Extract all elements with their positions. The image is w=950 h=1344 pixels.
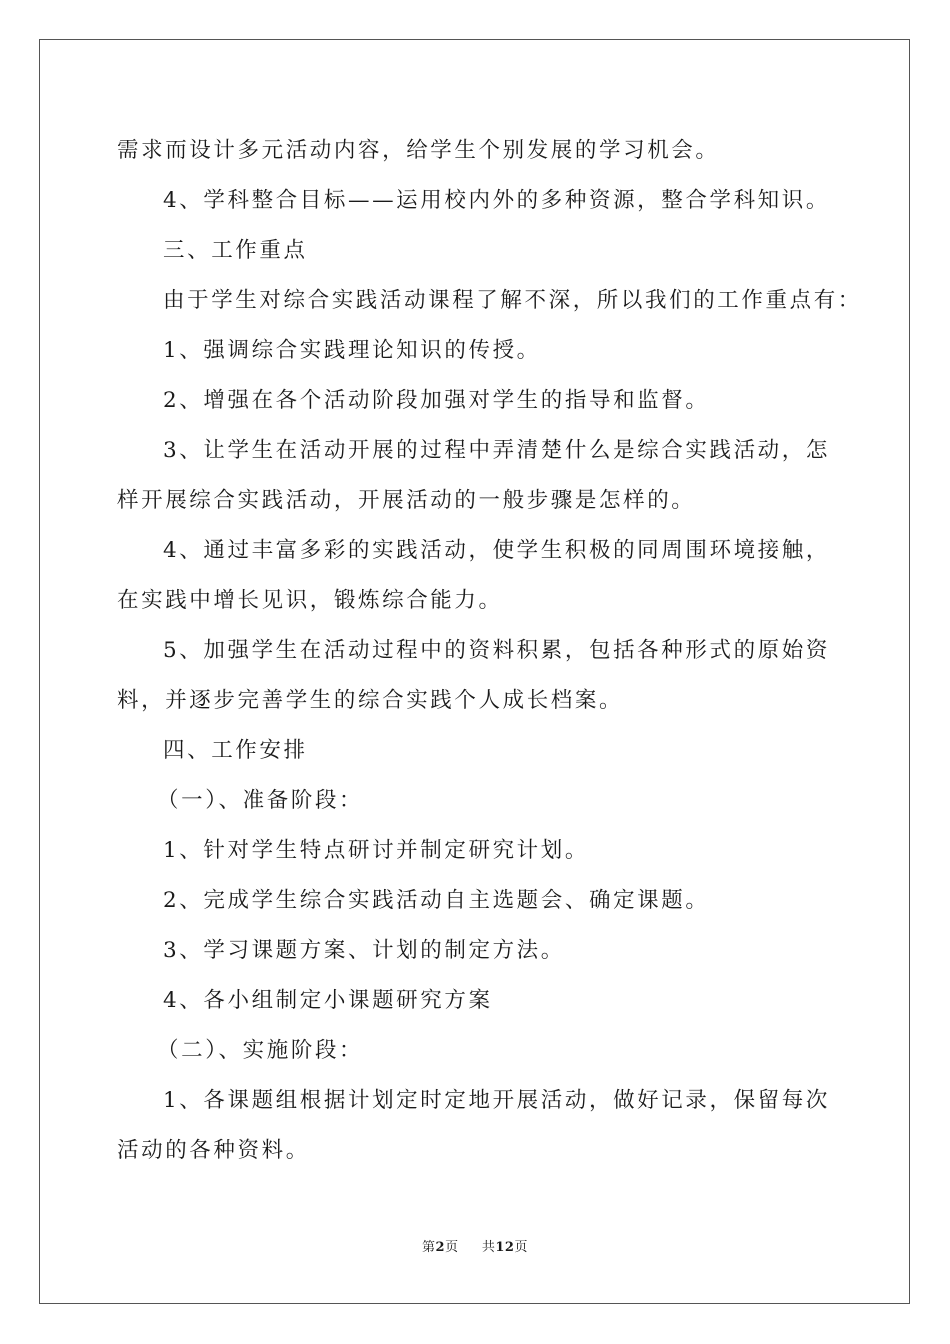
page-number: 2 <box>435 1240 446 1255</box>
page-footer <box>0 1238 950 1258</box>
list-item: 2、增强在各个活动阶段加强对学生的指导和监督。 <box>163 388 710 413</box>
page-label <box>422 1238 459 1258</box>
section-heading: 四、工作安排 <box>163 738 308 763</box>
subsection-heading: （一）、准备阶段： <box>157 788 364 813</box>
list-item: 5、加强学生在活动过程中的资料积累，包括各种形式的原始资 <box>163 638 830 663</box>
text-line: 样开展综合实践活动，开展活动的一般步骤是怎样的。 <box>117 488 696 513</box>
total-suffix: 页 <box>514 1240 528 1255</box>
list-item: 1、强调综合实践理论知识的传授。 <box>163 338 541 363</box>
list-item: 1、针对学生特点研讨并制定研究计划。 <box>163 838 589 863</box>
total-pages-label <box>482 1238 528 1258</box>
section-heading: 三、工作重点 <box>163 238 308 263</box>
text-line: 4、学科整合目标——运用校内外的多种资源，整合学科知识。 <box>163 188 830 213</box>
list-item: 3、学习课题方案、计划的制定方法。 <box>163 938 565 963</box>
text-line: 活动的各种资料。 <box>117 1138 310 1163</box>
page-suffix: 页 <box>445 1240 459 1255</box>
list-item: 2、完成学生综合实践活动自主选题会、确定课题。 <box>163 888 710 913</box>
list-item: 4、各小组制定小课题研究方案 <box>163 988 493 1013</box>
list-item: 1、各课题组根据计划定时定地开展活动，做好记录，保留每次 <box>163 1088 830 1113</box>
text-line: 料，并逐步完善学生的综合实践个人成长档案。 <box>117 688 624 713</box>
page-prefix: 第 <box>422 1240 436 1255</box>
text-line: 由于学生对综合实践活动课程了解不深，所以我们的工作重点有： <box>163 288 862 313</box>
total-prefix: 共 <box>481 1240 496 1255</box>
total-number: 12 <box>495 1240 515 1255</box>
document-body <box>117 126 862 1176</box>
list-item: 3、让学生在活动开展的过程中弄清楚什么是综合实践活动，怎 <box>163 438 830 463</box>
text-line: 需求而设计多元活动内容，给学生个别发展的学习机会。 <box>117 138 720 163</box>
list-item: 4、通过丰富多彩的实践活动，使学生积极的同周围环境接触， <box>163 538 830 563</box>
subsection-heading: （二）、实施阶段： <box>157 1038 364 1063</box>
text-line: 在实践中增长见识，锻炼综合能力。 <box>117 588 503 613</box>
